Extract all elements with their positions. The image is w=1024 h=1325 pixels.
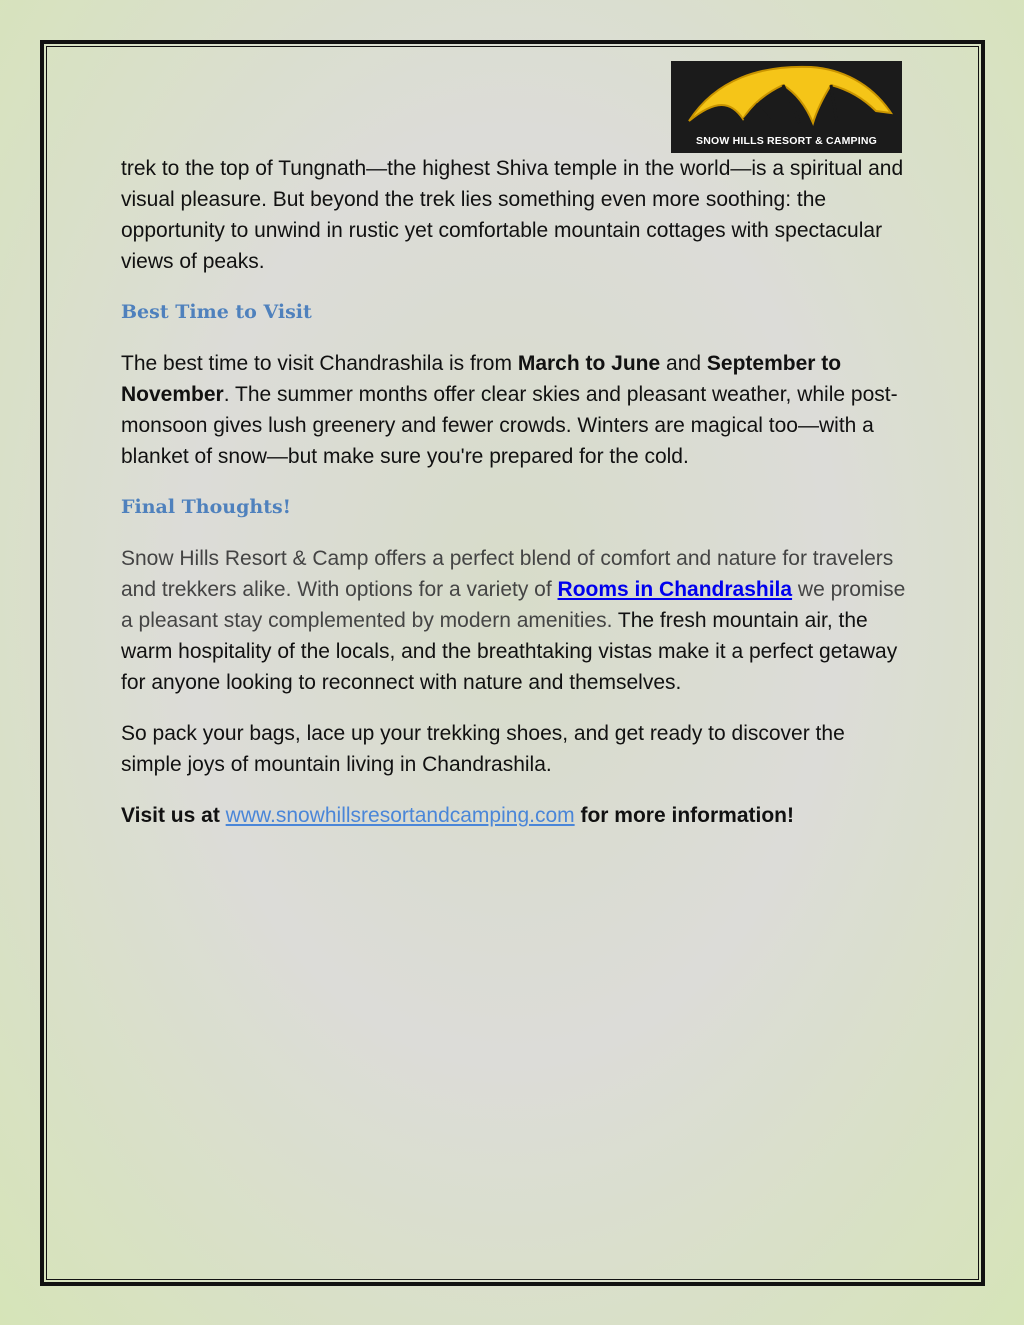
final-text-end: The fresh mountain air, the warm hospitality of the locals, and the breathtaking vistas make it a perfect getaway for anyone looking to reconnect with nature and themselves.	[121, 609, 898, 694]
visit-text-end: for more information!	[574, 804, 794, 827]
website-link[interactable]: www.snowhillsresortandcamping.com	[225, 804, 575, 827]
final-text-start: Snow Hills Resort & Camp offers a perfect blend of comfort and nature for travelers and trekkers alike. With options for a variety of	[121, 547, 894, 601]
pack-bags-paragraph: So pack your bags, lace up your trekking shoes, and get ready to discover the simple joys of mountain living in Chandrashila.	[121, 722, 845, 776]
logo-text: SNOW HILLS RESORT & CAMPING	[696, 135, 877, 147]
final-text-mid: we promise a pleasant stay complemented by modern amenities.	[121, 578, 906, 632]
best-time-paragraph	[121, 348, 911, 472]
document-body	[121, 153, 911, 851]
heading-best-time: Best Time to Visit	[121, 301, 312, 323]
visit-paragraph	[121, 800, 911, 831]
final-paragraph	[121, 543, 911, 698]
intro-paragraph: trek to the top of Tungnath—the highest Shiva temple in the world—is a spiritual and visual pleasure. But beyond the trek lies something even more soothing: the opportunity to unwind in rustic yet comfortable mountain cottages with spectacular views of peaks.	[121, 157, 904, 273]
best-time-text-end: . The summer months offer clear skies and pleasant weather, while post-monsoon gives lush greenery and fewer crowds. Winters are magical too—with a blanket of snow—but make sure you're prepared for the cold.	[121, 383, 898, 468]
heading-final-thoughts: Final Thoughts!	[121, 496, 292, 518]
rooms-in-chandrashila-link[interactable]: Rooms in Chandrashila	[557, 578, 793, 601]
best-time-bold-september: September to November	[121, 352, 842, 406]
tent-icon	[671, 61, 902, 141]
best-time-text-start: The best time to visit Chandrashila is from	[121, 352, 518, 375]
best-time-and: and	[660, 352, 707, 375]
visit-text-start: Visit us at	[121, 804, 226, 827]
best-time-bold-march: March to June	[517, 352, 661, 375]
resort-logo	[671, 61, 902, 153]
